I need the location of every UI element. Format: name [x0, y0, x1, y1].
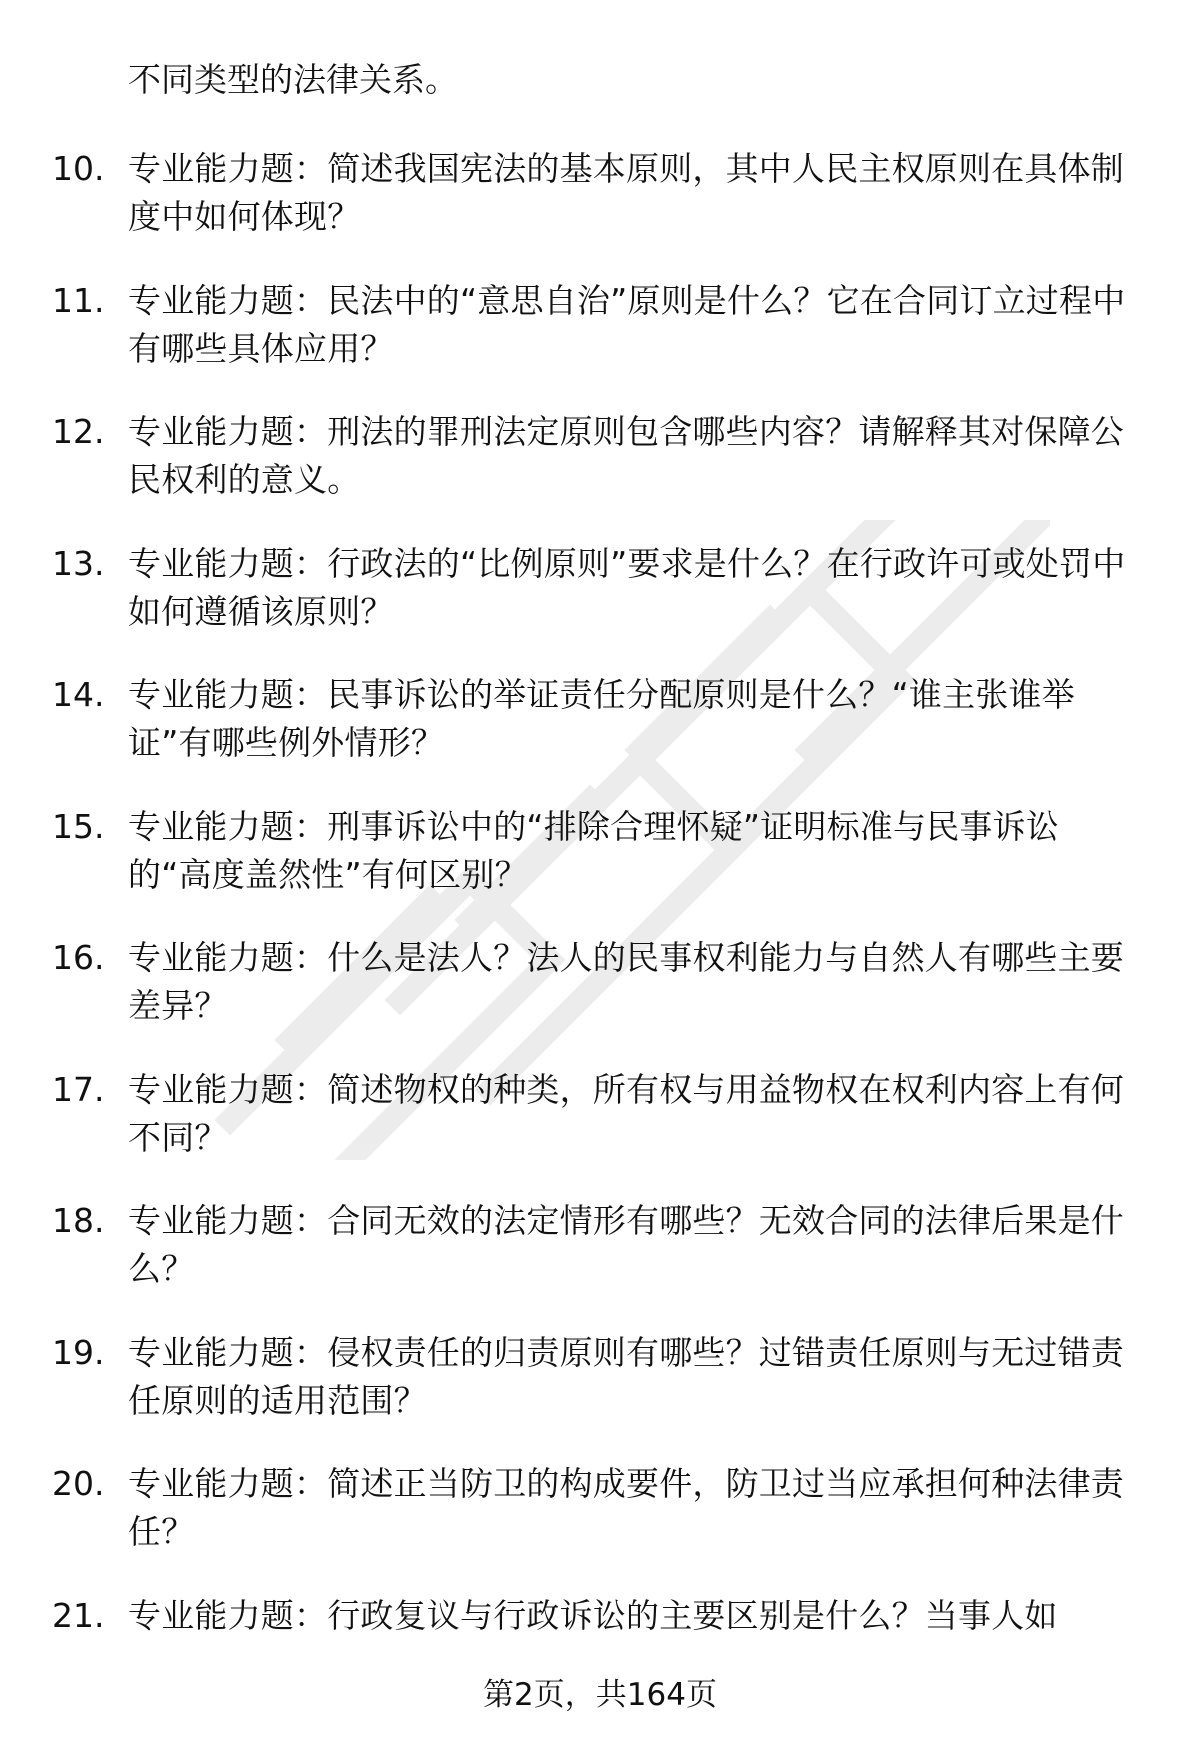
question-text: 专业能力题：行政复议与行政诉讼的主要区别是什么？当事人如 [128, 1595, 1058, 1635]
question-text: 专业能力题：简述正当防卫的构成要件，防卫过当应承担何种法律责任？ [128, 1464, 1124, 1551]
page-footer: 第2页，共164页 [483, 1677, 717, 1713]
question-text: 专业能力题：民法中的“意思自治”原则是什么？它在合同订立过程中有哪些具体应用？ [128, 280, 1126, 368]
question-list [0, 145, 1200, 1723]
question-text: 专业能力题：刑法的罪刑法定原则包含哪些内容？请解释其对保障公民权利的意义。 [128, 412, 1124, 499]
question-number: 15. [52, 806, 105, 846]
list-item [0, 1329, 1200, 1461]
question-number: 17. [52, 1069, 105, 1109]
question-text: 专业能力题：简述物权的种类，所有权与用益物权在权利内容上有何不同？ [128, 1069, 1124, 1157]
list-item [0, 1066, 1200, 1198]
list-item [0, 671, 1200, 803]
question-number: 16. [52, 938, 105, 977]
question-number: 11. [52, 280, 105, 320]
list-item [0, 1460, 1200, 1592]
question-text: 专业能力题：简述我国宪法的基本原则，其中人民主权原则在具体制度中如何体现？ [128, 149, 1124, 236]
list-item [0, 934, 1200, 1066]
continuation-text: 不同类型的法律关系。 [128, 60, 458, 99]
question-number: 10. [52, 149, 105, 188]
question-number: 14. [52, 675, 105, 714]
question-text: 专业能力题：什么是法人？法人的民事权利能力与自然人有哪些主要差异？ [128, 938, 1124, 1025]
question-text: 专业能力题：行政法的“比例原则”要求是什么？在行政许可或处罚中如何遵循该原则？ [128, 543, 1126, 631]
question-text: 专业能力题：合同无效的法定情形有哪些？无效合同的法律后果是什么？ [128, 1201, 1124, 1288]
list-item [0, 408, 1200, 540]
list-item [0, 145, 1200, 277]
question-text: 专业能力题：刑事诉讼中的“排除合理怀疑”证明标准与民事诉讼的“高度盖然性”有何区别？ [128, 806, 1059, 894]
question-number: 18. [52, 1201, 105, 1240]
list-item [0, 277, 1200, 409]
list-item [0, 1197, 1200, 1329]
question-number: 19. [52, 1332, 105, 1372]
question-text: 专业能力题：侵权责任的归责原则有哪些？过错责任原则与无过错责任原则的适用范围？ [128, 1332, 1124, 1420]
list-item [0, 540, 1200, 672]
question-number: 21. [52, 1595, 105, 1635]
question-number: 20. [52, 1464, 105, 1503]
list-item [0, 803, 1200, 935]
question-number: 13. [52, 543, 105, 583]
question-number: 12. [52, 412, 105, 451]
question-text: 专业能力题：民事诉讼的举证责任分配原则是什么？“谁主张谁举证”有哪些例外情形？ [128, 675, 1075, 762]
